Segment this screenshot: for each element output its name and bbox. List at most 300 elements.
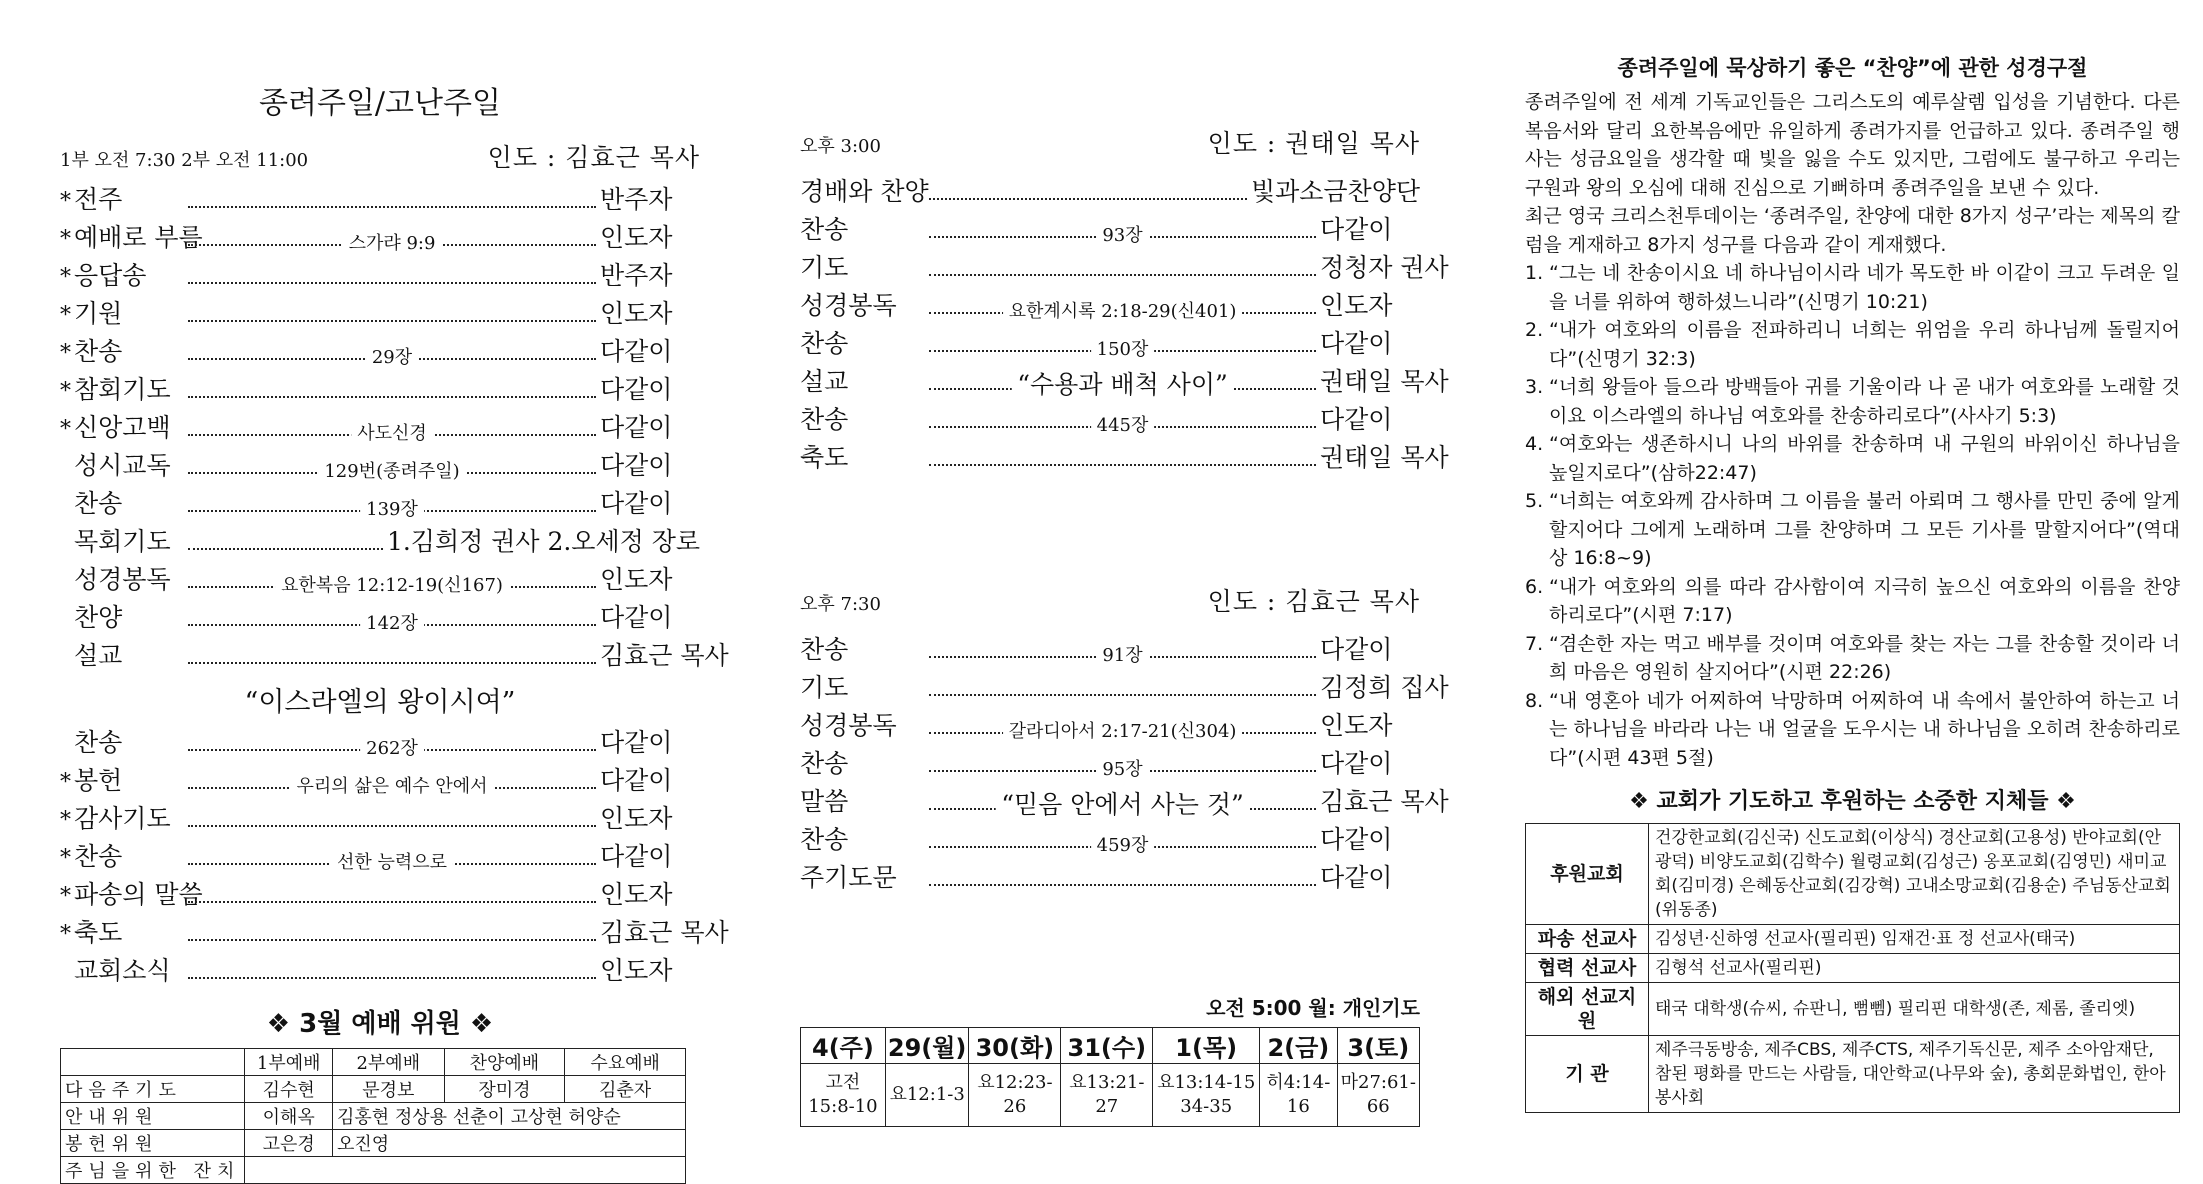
- verse-number: 4.: [1525, 433, 1544, 455]
- reading-ref: 고전15:8-10: [801, 1064, 886, 1127]
- order-label: 예배로 부름: [74, 223, 203, 252]
- order-label: 신앙고백: [74, 413, 171, 442]
- standing-mark: *: [60, 922, 71, 947]
- order-label-wrap: [800, 172, 929, 208]
- order-person: 빛과소금찬양단: [1250, 177, 1420, 206]
- order-detail: 우리의 삶은 예수 안에서: [290, 772, 493, 798]
- verse-item: [1525, 373, 2180, 430]
- order-detail: 139장: [360, 495, 424, 521]
- order-label-wrap: [800, 744, 925, 780]
- order-label: 찬송: [800, 215, 849, 244]
- order-detail: 사도신경: [351, 419, 433, 445]
- reading-ref: 요12:23-26: [969, 1064, 1061, 1127]
- mission-row: [1526, 1036, 2180, 1113]
- verse-text: “내 영혼아 네가 어찌하여 낙망하며 어찌하여 내 속에서 불안하여 하는고 너는 하나님을 바라라 나는 내 얼굴을 도우시는 내 하나님을 오히려 찬송하리로다”(시편 43편 5절): [1549, 689, 2180, 769]
- order-label: 응답송: [74, 261, 147, 290]
- reading-day: 3(토): [1337, 1028, 1419, 1064]
- verse-number: 3.: [1525, 376, 1544, 398]
- order-detail: “믿음 안에서 사는 것”: [995, 785, 1250, 821]
- order-label-wrap: [60, 522, 184, 558]
- staff-cell: 김춘자: [565, 1076, 686, 1103]
- order-row: [800, 210, 1420, 248]
- verse-item: [1525, 487, 2180, 573]
- order-label-wrap: [800, 706, 925, 742]
- dawn-caption: 오전 5:00 월: 개인기도: [1206, 996, 1420, 1020]
- leader-dots: [188, 319, 596, 322]
- order-label-wrap: [800, 324, 925, 360]
- order-detail: “수용과 배척 사이”: [1011, 365, 1234, 401]
- order-row: [800, 820, 1420, 858]
- order-person: 다같이: [600, 603, 673, 632]
- order-row: [60, 799, 700, 837]
- order-row: [60, 370, 700, 408]
- staff-row: [61, 1103, 686, 1130]
- afternoon-worship-column: [800, 0, 1449, 1127]
- standing-mark: *: [60, 341, 71, 366]
- evening-time: 오후 7:30: [800, 594, 881, 615]
- order-label: 성경봉독: [800, 711, 897, 740]
- order-detail: 150장: [1091, 335, 1155, 361]
- staff-cell: 오진영: [333, 1130, 686, 1157]
- order-row: [60, 484, 700, 522]
- leader-dots: [188, 423, 596, 444]
- verse-list: [1525, 259, 2180, 772]
- order-row: [60, 446, 700, 484]
- mission-value: 김형석 선교사(필리핀): [1649, 954, 2180, 983]
- morning-order-list: [60, 180, 729, 674]
- order-label: 교회소식: [74, 956, 171, 985]
- mission-key: 후원교회: [1526, 824, 1649, 925]
- order-person: 다같이: [600, 489, 673, 518]
- morning-order-list-2: [60, 723, 729, 989]
- standing-mark: *: [60, 417, 71, 442]
- staff-header-cell: 찬양예배: [444, 1049, 565, 1076]
- order-detail: 29장: [366, 343, 418, 369]
- mission-key: 파송 선교사: [1526, 925, 1649, 954]
- order-row: [800, 172, 1420, 210]
- order-detail: 요한계시록 2:18-29(신401): [1003, 297, 1243, 323]
- staff-cell: 김홍현 정상용 선춘이 고상현 허양순: [333, 1103, 686, 1130]
- order-person: 다같이: [600, 451, 673, 480]
- reading-ref: 요13:14-15 34-35: [1153, 1064, 1260, 1127]
- leader-dots: [188, 395, 596, 398]
- staff-role: 주님을위한 잔치: [61, 1157, 245, 1184]
- verse-item: [1525, 316, 2180, 373]
- order-person: 다같이: [600, 413, 673, 442]
- afternoon-header: [800, 124, 1420, 160]
- leader-dots: [188, 900, 596, 903]
- order-row: [60, 218, 700, 256]
- order-label-wrap: [60, 799, 184, 835]
- order-person: 다같이: [600, 842, 673, 871]
- standing-mark: *: [60, 770, 71, 795]
- standing-mark: *: [60, 379, 71, 404]
- order-detail: 요한복음 12:12-19(신167): [275, 571, 509, 597]
- staff-cell: 장미경: [444, 1076, 565, 1103]
- staff-cell: 이해옥: [245, 1103, 333, 1130]
- order-label: 주기도문: [800, 863, 897, 892]
- order-person: 인도자: [600, 880, 673, 909]
- mission-row: [1526, 824, 2180, 925]
- order-label-wrap: [800, 210, 925, 246]
- order-label: 기도: [800, 253, 849, 282]
- order-label-wrap: [60, 218, 203, 254]
- verse-number: 1.: [1525, 262, 1544, 284]
- verse-text: “내가 여호와의 의를 따라 감사함이여 지극히 높으신 여호와의 이름을 찬양하리로다”(시편 7:17): [1549, 575, 2180, 626]
- staff-header-cell: [61, 1049, 245, 1076]
- order-detail: 93장: [1096, 221, 1148, 247]
- verse-item: [1525, 687, 2180, 773]
- order-label: 찬송: [800, 825, 849, 854]
- order-person: 다같이: [1320, 329, 1393, 358]
- order-label: 설교: [74, 641, 123, 670]
- evening-order-list: [800, 630, 1449, 896]
- staff-row: [61, 1130, 686, 1157]
- morning-sermon-title: “이스라엘의 왕이시여”: [244, 687, 516, 718]
- mission-table: [1525, 823, 2180, 1113]
- staff-header-cell: 수요예배: [565, 1049, 686, 1076]
- order-label: 성시교독: [74, 451, 171, 480]
- staff-row: [61, 1157, 686, 1184]
- order-label-wrap: [60, 370, 184, 406]
- order-person: 다같이: [1320, 863, 1393, 892]
- leader-dots: [188, 852, 596, 873]
- order-label-wrap: [60, 598, 184, 634]
- order-detail: 142장: [360, 609, 424, 635]
- evening-leader: 인도 : 김효근 목사: [1207, 587, 1420, 616]
- afternoon-order-list: [800, 172, 1449, 476]
- leader-dots: [188, 205, 596, 208]
- order-person: 반주자: [600, 261, 673, 290]
- order-person: 다같이: [600, 728, 673, 757]
- mission-value: 건강한교회(김신국) 신도교회(이상식) 경산교회(고용성) 반야교회(안광덕) 비양도교회(김학수) 월령교회(김성근) 옹포교회(김영민) 새미교회(김미경) 은혜동산교회(김강혁) 고내소망교회(김용순) 주님동산교회(위동종): [1649, 824, 2180, 925]
- order-label: 찬송: [74, 337, 123, 366]
- reading-day: 4(주): [801, 1028, 886, 1064]
- order-detail: 445장: [1091, 411, 1155, 437]
- order-detail: 459장: [1091, 831, 1155, 857]
- order-person: 인도자: [600, 299, 673, 328]
- order-row: [60, 837, 700, 875]
- mission-value: 김성년·신하영 선교사(필리핀) 임재건·표 정 선교사(태국): [1649, 925, 2180, 954]
- order-row: [60, 294, 700, 332]
- order-person: 인도자: [1320, 711, 1393, 740]
- order-person: 다같이: [600, 337, 673, 366]
- staff-title: ❖ 3월 예배 위원 ❖: [266, 1009, 494, 1039]
- order-person: 반주자: [600, 185, 673, 214]
- order-person: 다같이: [1320, 215, 1393, 244]
- order-label-wrap: [60, 913, 184, 949]
- order-person: 다같이: [600, 375, 673, 404]
- mission-row: [1526, 954, 2180, 983]
- order-row: [60, 522, 700, 560]
- reading-day: 31(수): [1061, 1028, 1153, 1064]
- verse-item: [1525, 259, 2180, 316]
- order-label-wrap: [60, 875, 203, 911]
- verse-item: [1525, 430, 2180, 487]
- morning-title: 종려주일/고난주일: [259, 86, 501, 121]
- reading-table: [800, 1027, 1420, 1127]
- verse-number: 5.: [1525, 490, 1544, 512]
- leader-dots: [188, 575, 596, 596]
- order-label: 찬송: [74, 842, 123, 871]
- order-person: 다같이: [1320, 405, 1393, 434]
- order-label: 찬송: [800, 405, 849, 434]
- order-label: 찬송: [800, 329, 849, 358]
- reading-ref: 요13:21-27: [1061, 1064, 1153, 1127]
- order-detail: 선한 능력으로: [331, 848, 453, 874]
- leader-dots: [929, 790, 1316, 819]
- leader-dots: [929, 759, 1316, 780]
- order-row: [800, 400, 1420, 438]
- order-row: [800, 438, 1449, 476]
- order-label-wrap: [800, 438, 925, 474]
- order-person: 인도자: [600, 565, 673, 594]
- leader-dots: [188, 938, 596, 941]
- order-label: 경배와 찬양: [800, 177, 929, 206]
- order-label: 파송의 말씀: [74, 880, 203, 909]
- morning-worship-column: [60, 0, 729, 1184]
- order-label: 기원: [74, 299, 123, 328]
- morning-times: 1부 오전 7:30 2부 오전 11:00: [60, 150, 309, 171]
- order-row: [60, 636, 729, 674]
- verse-item: [1525, 630, 2180, 687]
- order-label-wrap: [800, 858, 925, 894]
- reading-day: 30(화): [969, 1028, 1061, 1064]
- order-label-wrap: [60, 484, 184, 520]
- staff-cell: 문경보: [333, 1076, 445, 1103]
- standing-mark: *: [60, 846, 71, 871]
- leader-dots: [929, 835, 1316, 856]
- standing-mark: *: [60, 303, 71, 328]
- staff-role: 봉헌위원: [61, 1130, 245, 1157]
- mission-value: 제주극동방송, 제주CBS, 제주CTS, 제주기독신문, 제주 소아암재단, 참된 평화를 만드는 사람들, 대안학교(나무와 숲), 총회문화법인, 한아봉사회: [1649, 1036, 2180, 1113]
- leader-dots: [188, 461, 596, 482]
- order-label-wrap: [60, 951, 184, 987]
- mission-key: 협력 선교사: [1526, 954, 1649, 983]
- order-row: [60, 913, 729, 951]
- leader-dots: [188, 776, 596, 797]
- order-row: [60, 598, 700, 636]
- order-label: 감사기도: [74, 804, 171, 833]
- order-label-wrap: [800, 362, 925, 398]
- leader-dots: [929, 415, 1316, 436]
- order-person: 김효근 목사: [1320, 787, 1449, 816]
- standing-mark: *: [60, 808, 71, 833]
- standing-mark: *: [60, 189, 71, 214]
- order-row: [60, 723, 700, 761]
- morning-header: [60, 138, 700, 174]
- verse-number: 6.: [1525, 575, 1544, 598]
- order-label: 축도: [74, 918, 123, 947]
- reading-day: 29(월): [885, 1028, 969, 1064]
- order-label: 기도: [800, 673, 849, 702]
- order-person: 김효근 목사: [600, 918, 729, 947]
- order-person: 인도자: [600, 804, 673, 833]
- order-row: [60, 560, 700, 598]
- evening-header: [800, 582, 1420, 618]
- order-person: 권태일 목사: [1320, 367, 1449, 396]
- order-label: 목회기도: [74, 527, 171, 556]
- verse-text: “너희는 여호와께 감사하며 그 이름을 불러 아뢰며 그 행사를 만민 중에 알게 할지어다 그에게 노래하며 그를 찬양하며 그 모든 기사를 말할지어다”(역대상 16:8~9): [1549, 490, 2180, 569]
- leader-dots: [929, 883, 1316, 886]
- leader-dots: [929, 197, 1247, 200]
- standing-mark: *: [60, 884, 71, 909]
- order-detail: 95장: [1096, 755, 1148, 781]
- leader-dots: [929, 301, 1316, 322]
- verse-text: “겸손한 자는 먹고 배부를 것이며 여호와를 찾는 자는 그를 찬송할 것이라 너희 마음은 영원히 살지어다”(시편 22:26): [1549, 632, 2180, 683]
- standing-mark: *: [60, 227, 71, 252]
- verse-text: “여호와는 생존하시니 나의 바위를 찬송하며 내 구원의 바위이신 하나님을 높일지로다”(삼하22:47): [1549, 433, 2180, 484]
- order-label: 말씀: [800, 787, 849, 816]
- order-label-wrap: [800, 248, 925, 284]
- verse-text: “너희 왕들아 들으라 방백들아 귀를 기울이라 나 곧 내가 여호와를 노래할 것이요 이스라엘의 하나님 여호와를 찬송하리로다”(사사기 5:3): [1549, 376, 2180, 427]
- order-label: 성경봉독: [800, 291, 897, 320]
- staff-cell: 김수현: [245, 1076, 333, 1103]
- verse-number: 8.: [1525, 689, 1544, 712]
- order-label: 전주: [74, 185, 123, 214]
- leader-dots: [929, 225, 1316, 246]
- order-row: [800, 858, 1420, 896]
- staff-header-cell: 1부예배: [245, 1049, 333, 1076]
- staff-header-row: [61, 1049, 686, 1076]
- staff-role: 안내위원: [61, 1103, 245, 1130]
- order-label: 설교: [800, 367, 849, 396]
- leader-dots: [188, 824, 596, 827]
- article-intro-2: 최근 영국 크리스천투데이는 ‘종려주일, 찬양에 대한 8가지 성구’라는 제목의 칼럼을 게재하고 8가지 성구를 다음과 같이 게재했다.: [1525, 205, 2180, 256]
- order-label-wrap: [800, 782, 925, 818]
- order-person: 1.김희정 권사 2.오세정 장로: [386, 527, 700, 556]
- order-label: 찬송: [74, 489, 123, 518]
- order-row: [800, 782, 1449, 820]
- order-detail: 129번(종려주일): [318, 457, 465, 483]
- order-row: [60, 180, 700, 218]
- order-person: 인도자: [600, 223, 673, 252]
- order-row: [60, 951, 700, 989]
- verse-item: [1525, 573, 2180, 630]
- order-label: 봉헌: [74, 766, 123, 795]
- reading-ref: 마27:61-66: [1337, 1064, 1419, 1127]
- order-person: 인도자: [600, 956, 673, 985]
- leader-dots: [188, 547, 383, 550]
- verse-number: 2.: [1525, 319, 1544, 341]
- leader-dots: [188, 499, 596, 520]
- order-label-wrap: [800, 668, 925, 704]
- leader-dots: [188, 738, 596, 759]
- order-label-wrap: [800, 400, 925, 436]
- order-person: 다같이: [1320, 825, 1393, 854]
- leader-dots: [929, 339, 1316, 360]
- order-label: 참회기도: [74, 375, 171, 404]
- leader-dots: [188, 976, 596, 979]
- order-label-wrap: [60, 294, 184, 330]
- leader-dots: [188, 233, 596, 254]
- order-label: 축도: [800, 443, 849, 472]
- order-label-wrap: [800, 820, 925, 856]
- leader-dots: [929, 721, 1316, 742]
- reading-day: 1(목): [1153, 1028, 1260, 1064]
- verse-text: “내가 여호와의 이름을 전파하리니 너희는 위엄을 우리 하나님께 돌릴지어다”(신명기 32:3): [1549, 319, 2180, 370]
- order-row: [60, 332, 700, 370]
- leader-dots: [188, 613, 596, 634]
- staff-cell-empty: [245, 1157, 686, 1184]
- order-label-wrap: [60, 180, 184, 216]
- article-title: 종려주일에 묵상하기 좋은 “찬양”에 관한 성경구절: [1617, 56, 2088, 80]
- order-row: [800, 324, 1420, 362]
- mission-value: 태국 대학생(슈씨, 슈판니, 뻠뻼) 필리핀 대학생(존, 제롬, 졸리엣): [1649, 983, 2180, 1036]
- order-label-wrap: [60, 837, 184, 873]
- order-label: 찬송: [800, 749, 849, 778]
- order-detail: 스가랴 9:9: [343, 229, 442, 255]
- reading-ref: 히4:14-16: [1260, 1064, 1337, 1127]
- order-label-wrap: [60, 256, 184, 292]
- order-label-wrap: [60, 408, 184, 444]
- article-intro: 종려주일에 전 세계 기독교인들은 그리스도의 예루살렘 입성을 기념한다. 다른 복음서와 달리 요한복음에만 유일하게 종려가지를 언급하고 있다. 종려주일 행사는 성금요일을 생각할 때 빛을 잃을 수도 있지만, 그럼에도 불구하고 우리는 구원과 왕의 오심에 대해 진심으로 기뻐하며 종려주일을 보낸 수 있다.: [1525, 91, 2180, 199]
- order-person: 김정희 집사: [1320, 673, 1449, 702]
- order-label-wrap: [800, 286, 925, 322]
- order-row: [800, 744, 1420, 782]
- order-detail: 갈라디아서 2:17-21(신304): [1003, 717, 1243, 743]
- order-label-wrap: [800, 630, 925, 666]
- order-person: 다같이: [1320, 635, 1393, 664]
- order-label-wrap: [60, 723, 184, 759]
- leader-dots: [929, 273, 1316, 276]
- leader-dots: [929, 693, 1316, 696]
- morning-leader: 인도 : 김효근 목사: [487, 143, 700, 172]
- order-row: [800, 362, 1449, 400]
- leader-dots: [188, 661, 596, 664]
- staff-header-cell: 2부예배: [333, 1049, 445, 1076]
- mission-row: [1526, 983, 2180, 1036]
- prayer-title: ❖ 교회가 기도하고 후원하는 소중한 지체들 ❖: [1629, 789, 2076, 814]
- order-label: 찬양: [74, 603, 123, 632]
- order-person: 다같이: [1320, 749, 1393, 778]
- order-label-wrap: [60, 636, 184, 672]
- staff-table: [60, 1048, 686, 1184]
- leader-dots: [188, 281, 596, 284]
- order-row: [60, 408, 700, 446]
- order-row: [800, 668, 1449, 706]
- order-label: 성경봉독: [74, 565, 171, 594]
- standing-mark: *: [60, 265, 71, 290]
- leader-dots: [188, 347, 596, 368]
- leader-dots: [929, 370, 1316, 399]
- order-label-wrap: [60, 446, 184, 482]
- reading-day: 2(금): [1260, 1028, 1337, 1064]
- order-row: [60, 875, 700, 913]
- order-person: 다같이: [600, 766, 673, 795]
- order-row: [60, 761, 700, 799]
- reading-ref: 요12:1-3: [885, 1064, 969, 1127]
- order-row: [800, 248, 1449, 286]
- afternoon-time: 오후 3:00: [800, 136, 881, 157]
- staff-role: 다음주기도: [61, 1076, 245, 1103]
- mission-row: [1526, 925, 2180, 954]
- order-row: [800, 286, 1420, 324]
- order-label: 찬송: [800, 635, 849, 664]
- order-person: 권태일 목사: [1320, 443, 1449, 472]
- mission-key: 기 관: [1526, 1036, 1649, 1113]
- order-detail: 262장: [360, 734, 424, 760]
- verse-text: “그는 네 찬송이시요 네 하나님이시라 네가 목도한 바 이같이 크고 두려운 일을 너를 위하여 행하셨느니라”(신명기 10:21): [1549, 262, 2180, 313]
- order-row: [60, 256, 700, 294]
- order-person: 김효근 목사: [600, 641, 729, 670]
- order-detail: 91장: [1096, 641, 1148, 667]
- order-person: 인도자: [1320, 291, 1393, 320]
- order-label: 찬송: [74, 728, 123, 757]
- verse-number: 7.: [1525, 632, 1544, 655]
- order-row: [800, 630, 1420, 668]
- afternoon-leader: 인도 : 권태일 목사: [1207, 129, 1420, 158]
